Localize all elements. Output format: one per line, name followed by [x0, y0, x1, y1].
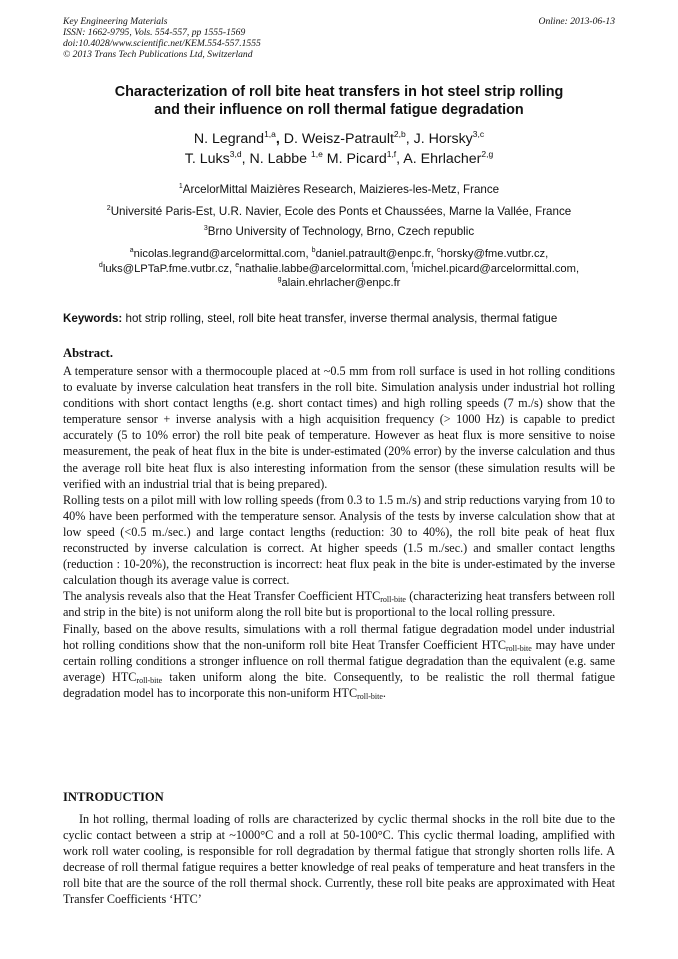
paper-title	[63, 83, 615, 119]
author-affil-mark: 1,a	[264, 129, 276, 139]
author-name: A. Ehrlacher	[403, 151, 482, 167]
keywords	[63, 312, 615, 326]
introduction-paragraph: In hot rolling, thermal loading of rolls are characterized by cyclic thermal shocks in the roll bite due to the cyclic contact between a strip at ~1000°C and a roll at 50-100°C. This cyclic thermal loading, amplified with work roll water cooling, is responsible for roll degradation by thermal fatigue that strongly shorten rolls life. A decrease of roll thermal fatigue requires a better knowledge of real peaks of temperature and heat transfers in the roll bite that are the source of the roll thermal shock. Currently, these roll bite peaks are approximated with Heat Transfer Coefficients ‘HTC’	[63, 812, 615, 907]
author-affil-mark: 1,e	[311, 149, 323, 159]
email-link[interactable]: michel.picard@arcelormittal.com	[413, 262, 576, 275]
email-link[interactable]: daniel.patrault@enpc.fr	[315, 248, 431, 260]
email-line-2: $^d$luks@LPTaP.fme.vutbr.cz, $^e$nathalie.labbe@arcelormittal.com, $^f$michel.picard@arcelormittal.com,	[98, 261, 580, 275]
email-line-3: $^g$alain.ehrlacher@enpc.fr	[277, 276, 401, 289]
journal-name: Key Engineering Materials	[63, 16, 168, 27]
author-affil-mark: 2,b	[393, 129, 406, 139]
author-line-1: N. Legrand$^{1,a}$, D. Weisz-Patrault$^{2,b}$, J. Horsky$^{3,c}$	[193, 129, 485, 147]
email-link[interactable]: luks@LPTaP.fme.vutbr.cz	[102, 262, 230, 275]
title-line-2: and their influence on roll thermal fatigue degradation	[154, 102, 524, 118]
affiliation-2: $^2$Université Paris-Est, U.R. Navier, Ecole des Ponts et Chaussées, Marne la Vallée, France	[106, 205, 572, 218]
author-affil-mark: 3,c	[472, 129, 485, 139]
issn-line: ISSN: 1662-9795, Vols. 554-557, pp 1555-1569	[63, 27, 246, 38]
email-list	[40, 247, 638, 291]
keywords-label: Keywords:	[63, 312, 123, 325]
introduction-body	[63, 811, 615, 908]
email-link[interactable]: alain.ehrlacher@enpc.fr	[281, 277, 401, 289]
title-line-1: Characterization of roll bite heat transfers in hot steel strip rolling	[114, 84, 564, 100]
email-link[interactable]: nicolas.legrand@arcelormittal.com	[133, 248, 306, 260]
author-name: D. Weisz-Patrault	[283, 131, 394, 147]
author-name: N. Labbe	[249, 151, 308, 167]
abstract-heading: Abstract.	[63, 346, 114, 360]
author-name: J. Horsky	[413, 131, 473, 147]
author-affil-mark: 3,d	[229, 149, 242, 159]
author-line-2: T. Luks$^{3,d}$, N. Labbe $^{1,e}$ M. Picard$^{1,f}$, A. Ehrlacher$^{2,g}$	[184, 149, 494, 167]
abstract-paragraph: A temperature sensor with a thermocouple placed at ~0.5 mm from roll surface is used in hot rolling conditions to evaluate by inverse calculation heat transfers in the roll bite. Simulation analysis under industrial hot rolling conditions with short contact lengths (e.g. short contact times) and high rolling speeds (7 m./s) show that the temperature sensor + inverse analysis with a high acquisition frequency (> 1000 Hz) is capable to predict accurately (5 to 10% error) the roll bite peak of temperature. However as heat flux is more sensitive to noise measurement, the peak of heat flux in the bite is under-estimated (20% error) by the inverse calculation and thus the average roll bite heat flux is also interesting information from the sensor (these simulation results will be verified with an industrial trial that is being prepared).	[63, 364, 615, 491]
abstract-paragraph: Finally, based on the above results, simulations with a roll thermal fatigue degradation model under industrial hot rolling conditions show that the non-uniform roll bite Heat Transfer Coefficient $HTC_{roll-bite}$ may have under certain rolling conditions a stronger influence on roll thermal fatigue degradation than the equivalent (e.g. same average) $HTC_{roll-bite}$ taken uniform along the bite. Consequently, to be realistic the roll thermal fatigue degradation model has to incorporate this non-uniform $HTC_{roll-bite}$.	[63, 621, 615, 701]
author-name: T. Luks	[184, 151, 230, 167]
keywords-text: hot strip rolling, steel, roll bite heat transfer, inverse thermal analysis, thermal fatigue	[125, 312, 558, 325]
email-line-1: $^a$nicolas.legrand@arcelormittal.com, $^b$daniel.patrault@enpc.fr, $^c$horsky@fme.vutbr.cz,	[129, 247, 549, 260]
abstract-paragraph: The analysis reveals also that the Heat Transfer Coefficient $HTC_{roll-bite}$ (characterizing heat transfers between roll and strip in the bite) is not uniform along the roll bite but is proportional to the local rolling pressure.	[63, 589, 615, 620]
author-list	[63, 129, 615, 169]
copyright-line: © 2013 Trans Tech Publications Ltd, Switzerland	[63, 49, 253, 60]
author-name: N. Legrand	[193, 131, 265, 147]
abstract-paragraph: Rolling tests on a pilot mill with low rolling speeds (from 0.3 to 1.5 m./s) and strip reductions varying from 10 to 40% have been performed with the temperature sensor. Analysis of the tests by inverse calculation show that at low speed (<0.5 m./sec.) and large contact lengths (reduction: 30 to 40%), the roll bite peak of heat flux reconstructed by inverse calculation is correct. At higher speeds (1.5 m./sec.) and smaller contact lengths (reduction : 10-20%), the reconstruction is incorrect: heat flux peak in the bite is under-estimated by the inverse calculation though its average value is correct.	[63, 492, 615, 588]
introduction-heading: INTRODUCTION	[63, 790, 164, 804]
affiliation-1: $^1$ArcelorMittal Maizières Research, Maizieres-les-Metz, France	[178, 183, 500, 196]
email-link[interactable]: nathalie.labbe@arcelormittal.com	[239, 262, 406, 275]
affiliation-3: $^3$Brno University of Technology, Brno, Czech republic	[203, 225, 475, 238]
journal-header	[63, 16, 615, 60]
email-link[interactable]: horsky@fme.vutbr.cz	[440, 248, 546, 260]
doi-line: doi:10.4028/www.scientific.net/KEM.554-557.1555	[63, 38, 261, 49]
online-date: Online: 2013-06-13	[538, 16, 615, 27]
author-name: M. Picard	[326, 151, 387, 167]
abstract-body	[63, 363, 615, 701]
author-affil-mark: 2,g	[481, 149, 494, 159]
author-affil-mark: 1,f	[386, 149, 397, 159]
